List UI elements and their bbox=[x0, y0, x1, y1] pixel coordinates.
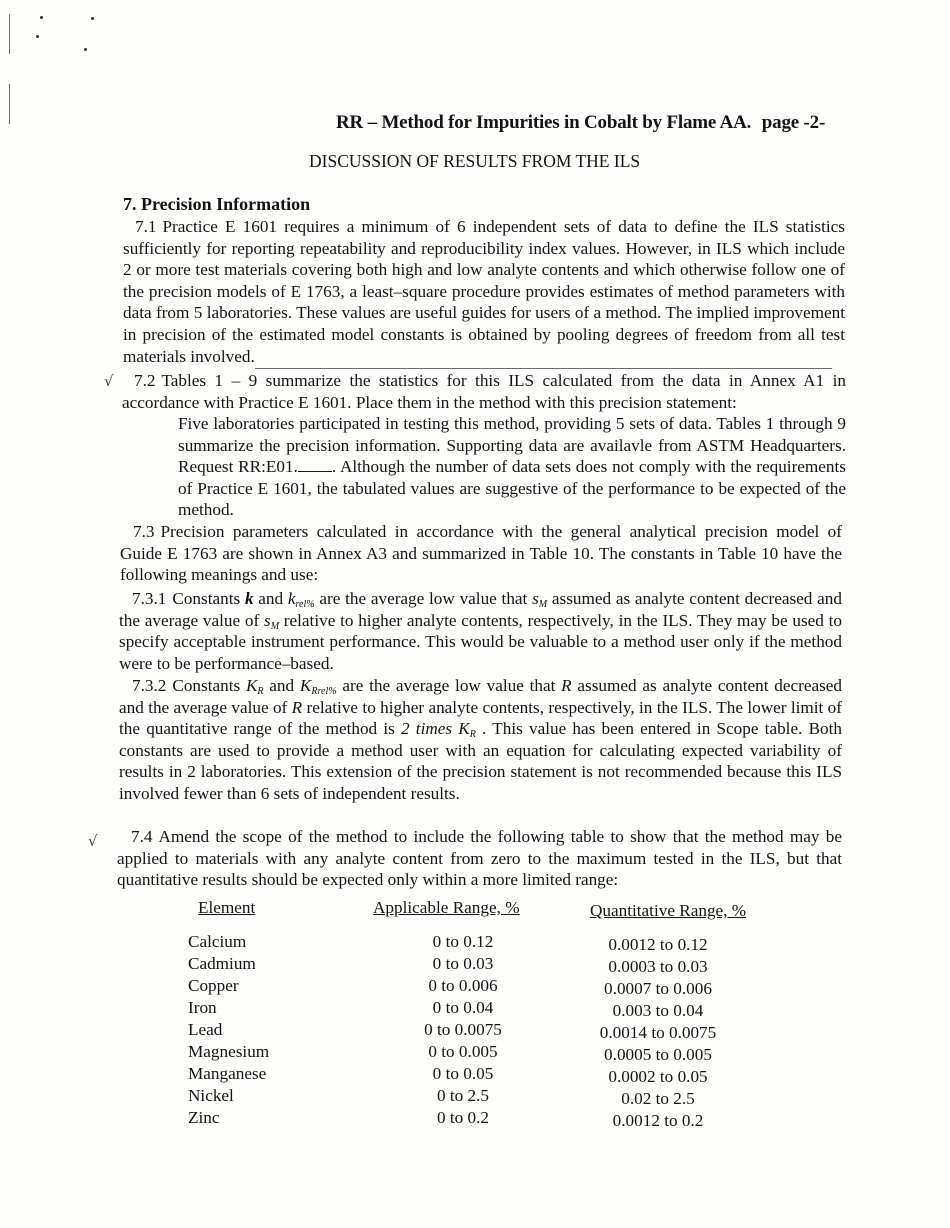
cell-applicable: 0 to 0.04 bbox=[432, 998, 494, 1017]
paragraph-text: Precision parameters calculated in accordance with the general analytical precision model of Guide E 1763 are shown in Annex A3 and summarized in Table 10. The constants in Table 10 have the following meanings and use: bbox=[120, 522, 842, 585]
table-row bbox=[188, 932, 788, 954]
symbol-R: R bbox=[291, 697, 303, 717]
table-row bbox=[188, 954, 788, 976]
symbol-k: k bbox=[244, 589, 254, 608]
symbol-K: K bbox=[245, 676, 258, 695]
cell-applicable: 0 to 2.5 bbox=[436, 1086, 490, 1105]
fill-in-blank bbox=[298, 457, 332, 472]
table-row bbox=[188, 1042, 788, 1064]
cell-applicable: 0 to 0.0075 bbox=[424, 1020, 502, 1039]
paragraph-number: 7.3.2 bbox=[132, 676, 167, 695]
check-mark-icon: √ bbox=[104, 372, 114, 390]
cell-element: Iron bbox=[188, 998, 217, 1017]
cell-quantitative: 0.0014 to 0.0075 bbox=[599, 1023, 717, 1042]
page-subtitle: DISCUSSION OF RESULTS FROM THE ILS bbox=[309, 151, 641, 171]
text-run: assumed as analyte content decreased and the average value of bbox=[119, 589, 842, 630]
scan-margin-line bbox=[9, 14, 10, 54]
column-header-quantitative-range: Quantitative Range, % bbox=[590, 901, 747, 920]
handwritten-underline bbox=[255, 368, 832, 369]
symbol-K-rel: K bbox=[299, 676, 312, 695]
paragraph-7-2 bbox=[122, 370, 846, 413]
column-header-element: Element bbox=[198, 898, 256, 917]
cell-applicable: 0 to 0.03 bbox=[432, 954, 494, 973]
cell-applicable: 0 to 0.006 bbox=[428, 976, 498, 995]
text-run: and bbox=[253, 589, 288, 608]
text-run: are the average low value that bbox=[314, 589, 533, 608]
paragraph-number: 7.1 bbox=[135, 217, 157, 236]
column-header-applicable-range: Applicable Range, % bbox=[373, 898, 520, 917]
symbol-s: s bbox=[264, 610, 271, 630]
subscript: R bbox=[469, 729, 476, 741]
document-title: RR – Method for Impurities in Cobalt by Flame AA. bbox=[336, 112, 752, 133]
text-run: . This value has been entered in Scope table. Both constants are used to provide a method user with an equation for calculating expected variability of results in 2 laboratories. This extension of the precision statement is not recommended because this ILS involved fewer than 6 sets of independent results. bbox=[119, 719, 842, 803]
paragraph-7-4 bbox=[117, 826, 842, 891]
paragraph-number: 7.3.1 bbox=[132, 589, 167, 608]
subscript: M bbox=[538, 599, 548, 610]
page-number: page -2- bbox=[761, 112, 826, 133]
cell-quantitative: 0.0003 to 0.03 bbox=[608, 957, 708, 976]
cell-element: Calcium bbox=[188, 932, 247, 951]
section-title: 7. Precision Information bbox=[123, 194, 311, 214]
symbol-k-rel: k bbox=[287, 589, 296, 608]
scan-speck bbox=[36, 35, 39, 38]
paragraph-7-3-1 bbox=[119, 588, 842, 674]
cell-element: Manganese bbox=[188, 1064, 267, 1083]
cell-element: Nickel bbox=[188, 1086, 234, 1105]
table-row bbox=[188, 976, 788, 998]
paragraph-number: 7.2 bbox=[134, 371, 156, 390]
cell-element: Lead bbox=[188, 1020, 223, 1039]
subscript: rel% bbox=[295, 599, 315, 610]
paragraph-text: Practice E 1601 requires a minimum of 6 independent sets of data to define the ILS statistics sufficiently for reporting repeatability and reproducibility index values. However, in ILS which include 2 or more test materials covering both high and low analyte contents and which otherwise follow one of the precision models of E 1763, a least–square procedure provides estimates of method parameters with data from 5 laboratories. These values are useful guides for users of a method. The implied improvement in precision of the estimated model constants is obtained by pooling degrees of freedom from all test materials involved. bbox=[123, 217, 845, 366]
quote-text-before: Five laboratories participated in testing this method, providing 5 sets of data. Tables 1 through 9 summarize the precision information. Supporting data are availavle from ASTM Headquarters. Request RR:E01. bbox=[178, 414, 846, 477]
table-row bbox=[188, 1086, 788, 1108]
table-row bbox=[188, 1020, 788, 1042]
cell-applicable: 0 to 0.12 bbox=[432, 932, 494, 951]
cell-applicable: 0 to 0.05 bbox=[432, 1064, 494, 1083]
text-run: and bbox=[263, 676, 300, 695]
paragraph-text: Amend the scope of the method to include the following table to show that the method may be applied to materials with any analyte content from zero to the maximum tested in the ILS, but that quantitative results should be expected only within a more limited range: bbox=[117, 827, 842, 890]
scan-margin-line bbox=[9, 84, 10, 124]
text-run: are the average low value that bbox=[336, 676, 562, 695]
page-header bbox=[336, 112, 825, 134]
cell-quantitative: 0.0012 to 0.12 bbox=[608, 935, 708, 954]
scan-speck bbox=[84, 48, 87, 51]
quote-text-after: . Although the number of data sets does not comply with the requirements of Practice E 1601, the tabulated values are suggestive of the performance to be expected of the method. bbox=[178, 457, 846, 520]
cell-element: Zinc bbox=[188, 1108, 220, 1127]
text-run: Constants bbox=[172, 589, 245, 608]
scan-speck bbox=[91, 17, 94, 20]
table-row bbox=[188, 1064, 788, 1086]
cell-quantitative: 0.0012 to 0.2 bbox=[612, 1111, 704, 1130]
paragraph-7-3-2 bbox=[119, 675, 842, 805]
cell-element: Cadmium bbox=[188, 954, 256, 973]
paragraph-number: 7.4 bbox=[131, 827, 153, 846]
cell-quantitative: 0.0007 to 0.006 bbox=[604, 979, 712, 998]
table-row bbox=[188, 998, 788, 1020]
cell-element: Copper bbox=[188, 976, 239, 995]
precision-statement-quote bbox=[178, 413, 846, 521]
subscript: M bbox=[270, 620, 280, 632]
subscript: Rrel% bbox=[311, 686, 337, 697]
cell-quantitative: 0.02 to 2.5 bbox=[621, 1089, 695, 1108]
text-run: relative to higher analyte contents, respectively, in the ILS. They may be used to specify acceptable instrument performance. This would be valuable to a method user only if the method were to be performance–based. bbox=[119, 610, 842, 673]
lower-limit-expression: 2 times K bbox=[401, 719, 470, 739]
cell-element: Magnesium bbox=[188, 1042, 270, 1061]
table-row bbox=[188, 1108, 788, 1130]
paragraph-number: 7.3 bbox=[133, 522, 155, 541]
subscript: R bbox=[257, 686, 264, 697]
symbol-R: R bbox=[561, 676, 572, 695]
cell-quantitative: 0.0005 to 0.005 bbox=[604, 1045, 712, 1064]
text-run: assumed as analyte content decreased and the average value of bbox=[119, 676, 842, 717]
paragraph-text: Tables 1 – 9 summarize the statistics for this ILS calculated from the data in Annex A1 in accordance with Practice E 1601. Place them in the method with this precision statement: bbox=[122, 371, 846, 412]
cell-quantitative: 0.0002 to 0.05 bbox=[608, 1067, 708, 1086]
text-run: Constants bbox=[172, 676, 246, 695]
cell-quantitative: 0.003 to 0.04 bbox=[612, 1001, 704, 1020]
check-mark-icon: √ bbox=[88, 832, 98, 850]
cell-applicable: 0 to 0.2 bbox=[436, 1108, 490, 1127]
cell-applicable: 0 to 0.005 bbox=[428, 1042, 498, 1061]
paragraph-7-3 bbox=[120, 521, 842, 586]
text-run: relative to higher analyte contents, respectively, in the ILS. The lower limit of the quantitative range of the method is bbox=[119, 697, 843, 739]
paragraph-7-1 bbox=[123, 216, 845, 367]
symbol-s: s bbox=[532, 589, 539, 608]
scan-speck bbox=[40, 16, 43, 19]
